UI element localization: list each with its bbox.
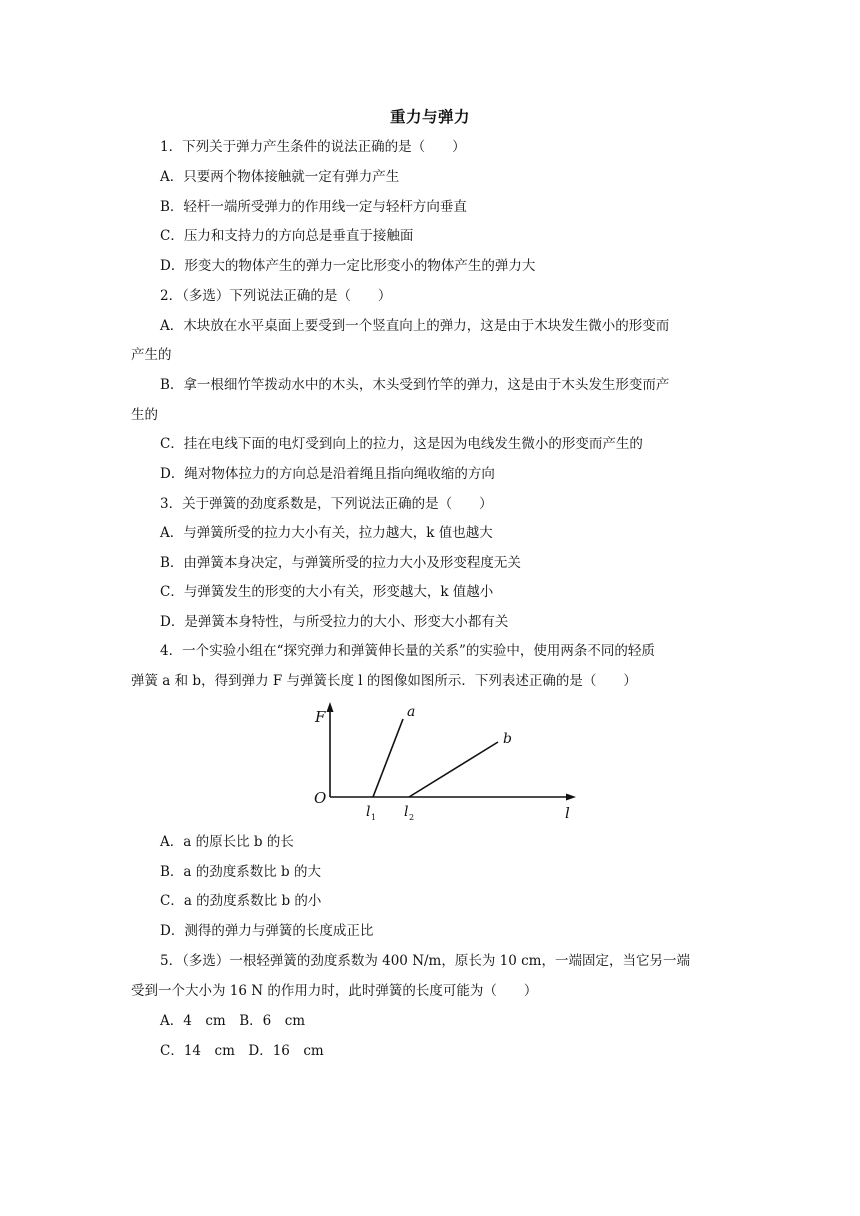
line-a-label: a [407, 704, 416, 720]
tick-l2-subscript: 2 [409, 813, 415, 822]
tick-l2: l [404, 804, 409, 820]
q4-stem-cont: 弹簧 a 和 b，得到弹力 F 与弹簧长度 l 的图像如图所示．下列表述正确的是（ ） [131, 673, 637, 689]
q2-option-a-cont: 产生的 [131, 347, 172, 363]
q1-option-a: A．只要两个物体接触就一定有弹力产生 [160, 169, 400, 185]
q5-stem: 5．（多选）一根轻弹簧的劲度系数为 400 N/m，原长为 10 cm，一端固定，当它另一端 [160, 953, 690, 969]
q3-option-b: B．由弹簧本身决定，与弹簧所受的拉力大小及形变程度无关 [160, 555, 521, 571]
q2-option-a: A．木块放在水平桌面上要受到一个竖直向上的弹力，这是由于木块发生微小的形变而 [160, 318, 670, 334]
q1-option-b: B．轻杆一端所受弹力的作用线一定与轻杆方向垂直 [160, 199, 467, 215]
q3-option-a: A．与弹簧所受的拉力大小有关，拉力越大，k 值也越大 [160, 525, 493, 541]
q5-options-row1: A．4 cm B．6 cm [160, 1013, 306, 1029]
q5-options-row2: C．14 cm D．16 cm [160, 1043, 324, 1059]
q4-option-b: B．a 的劲度系数比 b 的大 [160, 864, 321, 880]
x-axis-arrow [566, 794, 576, 801]
q4-option-d: D．测得的弹力与弹簧的长度成正比 [160, 923, 374, 939]
q2-option-d: D．绳对物体拉力的方向总是沿着绳且指向绳收缩的方向 [160, 466, 495, 482]
q4-option-c: C．a 的劲度系数比 b 的小 [160, 893, 322, 909]
q4-option-a: A．a 的原长比 b 的长 [160, 834, 294, 850]
q2-stem: 2．（多选）下列说法正确的是（ ） [160, 288, 392, 304]
line-b [409, 742, 498, 797]
q3-option-c: C．与弹簧发生的形变的大小有关，形变越大，k 值越小 [160, 584, 494, 600]
q5-stem-cont: 受到一个大小为 16 N 的作用力时，此时弹簧的长度可能为（ ） [131, 983, 538, 999]
x-axis-label: l [565, 804, 570, 822]
tick-l1: l [366, 804, 371, 820]
tick-l1-subscript: 1 [371, 813, 377, 822]
origin-label: O [314, 789, 327, 807]
q1-option-c: C．压力和支持力的方向总是垂直于接触面 [160, 228, 414, 244]
q2-option-c: C．挂在电线下面的电灯受到向上的拉力，这是因为电线发生微小的形变而产生的 [160, 436, 643, 452]
y-axis-label: F [315, 708, 326, 726]
q3-stem: 3．关于弹簧的劲度系数是，下列说法正确的是（ ） [160, 496, 493, 512]
q2-option-b-cont: 生的 [131, 407, 158, 423]
q2-option-b: B．拿一根细竹竿拨动水中的木头，木头受到竹竿的弹力，这是由于木头发生形变而产 [160, 377, 670, 393]
line-b-label: b [503, 731, 512, 747]
line-a [373, 719, 403, 797]
y-axis-arrow [327, 702, 334, 712]
q4-stem: 4．一个实验小组在“探究弹力和弹簧伸长量的关系”的实验中，使用两条不同的轻质 [160, 643, 655, 659]
q1-stem: 1．下列关于弹力产生条件的说法正确的是（ ） [160, 139, 466, 155]
q1-option-d: D．形变大的物体产生的弹力一定比形变小的物体产生的弹力大 [160, 258, 536, 274]
page-title: 重力与弹力 [389, 108, 470, 126]
force-length-graph [300, 700, 580, 825]
q4-figure [300, 700, 580, 825]
q3-option-d: D．是弹簧本身特性，与所受拉力的大小、形变大小都有关 [160, 614, 509, 630]
